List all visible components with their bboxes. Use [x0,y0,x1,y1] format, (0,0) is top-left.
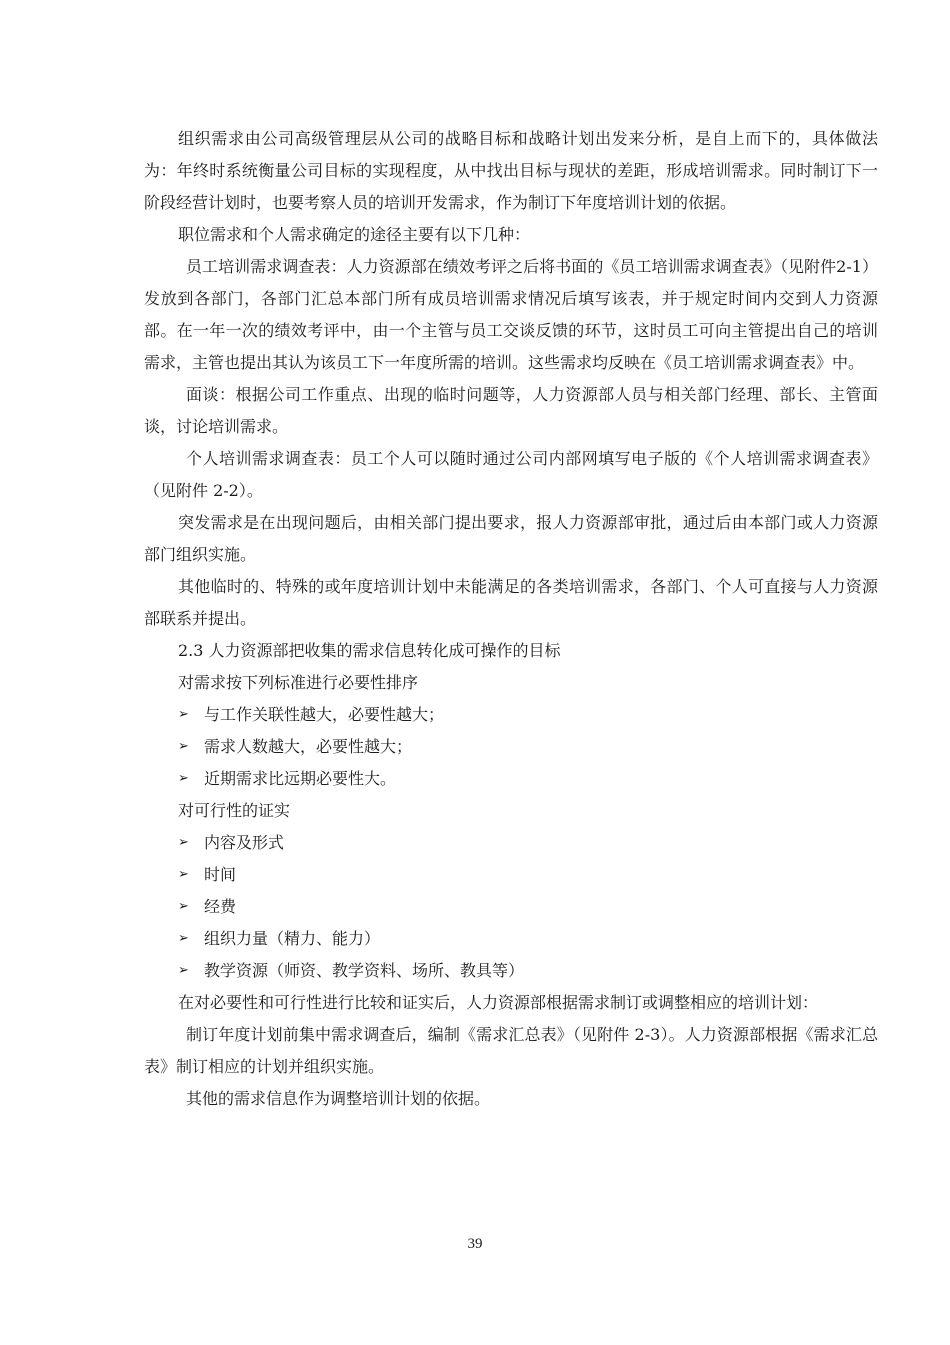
paragraph-personal-survey: 个人培训需求调查表：员工个人可以随时通过公司内部网填写电子版的《个人培训需求调查表》（见附件 2-2）。 [144,449,878,500]
body-text [144,123,878,1115]
list-item [144,731,878,763]
arrow-bullet-icon: ➢ [178,963,189,978]
list-item [144,891,878,923]
arrow-bullet-icon: ➢ [178,899,189,914]
arrow-bullet-icon: ➢ [178,931,189,946]
list-item-text: 组织力量（精力、能力） [204,929,381,948]
paragraph-interview: 面谈：根据公司工作重点、出现的临时问题等，人力资源部人员与相关部门经理、部长、主管面谈，讨论培训需求。 [144,385,878,436]
list-item [144,955,878,987]
arrow-bullet-icon: ➢ [178,739,189,754]
arrow-bullet-icon: ➢ [178,771,189,786]
list-item [144,859,878,891]
section-heading: 2.3 人力资源部把收集的需求信息转化成可操作的目标 [178,641,561,660]
arrow-bullet-icon: ➢ [178,707,189,722]
paragraph-employee-survey: 员工培训需求调查表：人力资源部在绩效考评之后将书面的《员工培训需求调查表》（见附件2-1）发放到各部门，各部门汇总本部门所有成员培训需求情况后填写该表，并于规定时间内交到人力资源部。在一年一次的绩效考评中，由一个主管与员工交谈反馈的环节，这时员工可向主管提出自己的培训需求，主管也提出其认为该员工下一年度所需的培训。这些需求均反映在《员工培训需求调查表》中。 [144,257,878,372]
list-item-text: 时间 [204,865,237,884]
paragraph-other-info: 其他的需求信息作为调整培训计划的依据。 [186,1089,491,1108]
list-item [144,923,878,955]
list-item-text: 内容及形式 [204,833,285,852]
page-number: 39 [467,1236,483,1252]
arrow-bullet-icon: ➢ [178,835,189,850]
list-item [144,699,878,731]
list-item-text: 教学资源（师资、教学资料、场所、教具等） [204,961,525,980]
paragraph-plan-adjustment: 在对必要性和可行性进行比较和证实后，人力资源部根据需求制订或调整相应的培训计划： [178,993,819,1012]
list-item [144,763,878,795]
list-item-text: 需求人数越大，必要性越大； [204,737,413,756]
necessity-intro: 对需求按下列标准进行必要性排序 [178,673,419,692]
list-item-text: 近期需求比远期必要性大。 [204,769,397,788]
list-item-text: 经费 [204,897,237,916]
paragraph-urgent-needs: 突发需求是在出现问题后，由相关部门提出要求，报人力资源部审批，通过后由本部门或人力资源部门组织实施。 [144,513,878,564]
list-item-text: 与工作关联性越大，必要性越大； [204,705,445,724]
paragraph-needs-methods-intro: 职位需求和个人需求确定的途径主要有以下几种： [178,225,531,244]
paragraph-other-needs: 其他临时的、特殊的或年度培训计划中未能满足的各类培训需求，各部门、个人可直接与人力资源部联系并提出。 [144,577,878,628]
list-item [144,827,878,859]
feasibility-intro: 对可行性的证实 [178,801,291,820]
arrow-bullet-icon: ➢ [178,867,189,882]
paragraph-needs-summary: 制订年度计划前集中需求调查后，编制《需求汇总表》（见附件 2-3）。人力资源部根据《需求汇总表》制订相应的计划并组织实施。 [144,1025,878,1076]
paragraph-organizational-needs: 组织需求由公司高级管理层从公司的战略目标和战略计划出发来分析，是自上而下的，具体做法为：年终时系统衡量公司目标的实现程度，从中找出目标与现状的差距，形成培训需求。同时制订下一阶段经营计划时，也要考察人员的培训开发需求，作为制订下年度培训计划的依据。 [144,129,878,212]
